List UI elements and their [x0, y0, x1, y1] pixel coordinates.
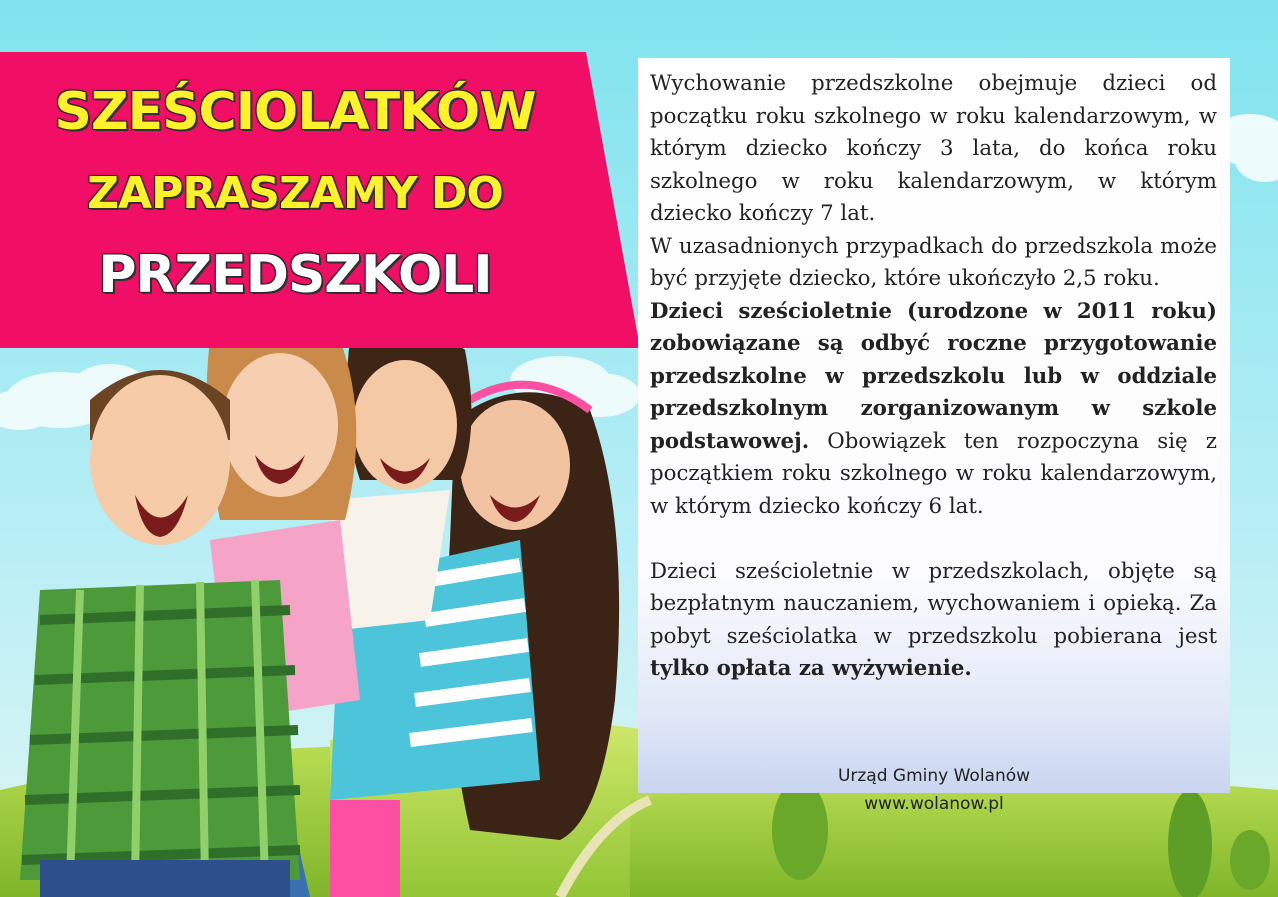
bold-text: Dzieci sześcioletnie (urodzone w 2011 roku) zobowiązane są odbyć roczne przygotowanie przedszkolne w przedszkolu lub w oddziale przedszkolnym zorganizowanym w szkole podstawowej. — [650, 298, 1217, 454]
spacer — [650, 523, 1217, 556]
headline-line-2: ZAPRASZAMY DO — [87, 168, 503, 219]
paragraph: W uzasadnionych przypadkach do przedszkola może być przyjęte dziecko, które ukończyło 2,5 roku. — [650, 233, 1217, 291]
paragraph: Wychowanie przedszkolne obejmuje dzieci od początku roku szkolnego w roku kalendarzowym, w którym dziecko kończy 3 lata, do końca roku szkolnego w roku kalendarzowym, w którym dziecko kończy 7 lat. — [650, 71, 1217, 226]
headline-line-3: PRZEDSZKOLI — [98, 245, 492, 305]
body-text — [650, 68, 1217, 686]
paragraph-text: Obowiązek ten rozpoczyna się z początkiem roku szkolnego w roku kalendarzowym, w którym dziecko kończy 6 lat. — [650, 428, 1217, 519]
bold-text: tylko opłata za wyżywienie. — [650, 656, 972, 681]
paragraph-text: Dzieci sześcioletnie w przedszkolach, objęte są bezpłatnym nauczaniem, wychowaniem i opieką. Za pobyt sześciolatka w przedszkolu pobierana jest — [650, 558, 1217, 649]
headline-line-1: SZEŚCIOLATKÓW — [54, 82, 536, 142]
paragraph — [650, 296, 1217, 524]
office-name: Urząd Gminy Wolanów — [837, 766, 1031, 786]
website-link[interactable]: www.wolanow.pl — [864, 794, 1004, 814]
paragraph — [650, 556, 1217, 686]
